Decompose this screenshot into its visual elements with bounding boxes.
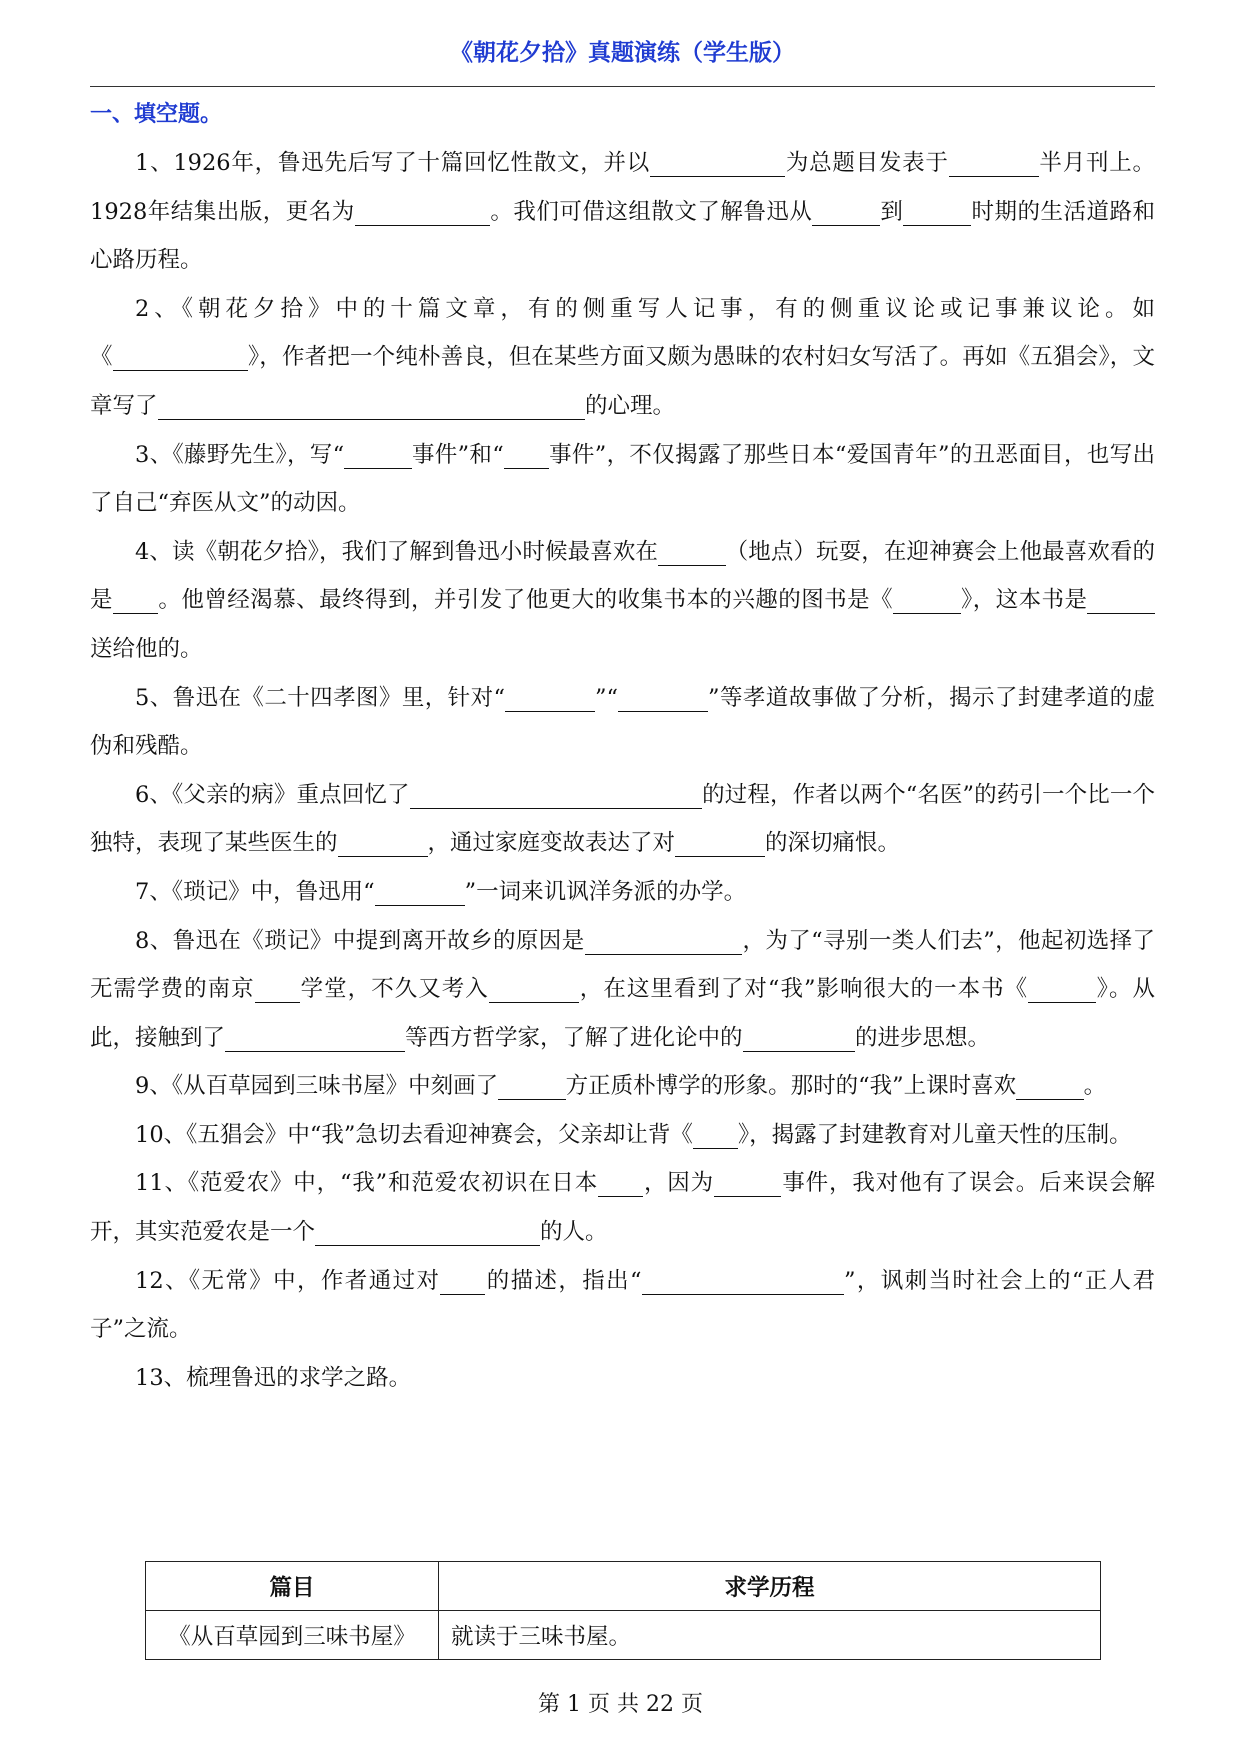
table-row	[146, 1611, 1101, 1660]
table-header-row	[146, 1562, 1101, 1611]
study-path-table	[145, 1561, 1101, 1660]
answer-blank	[598, 1170, 643, 1197]
question-3: 3、《藤野先生》，写“ 事件”和“ 事件”，不仅揭露了那些日本“爱国青年”的丑恶面目，也写出了自己“弃医从文”的动因。	[90, 441, 1155, 517]
answer-blank	[585, 928, 743, 955]
table-header-process: 求学历程	[439, 1562, 1101, 1611]
question-9: 9、《从百草园到三味书屋》中刻画了 方正质朴博学的形象。那时的“我”上课时喜欢 。	[135, 1073, 1107, 1100]
answer-blank	[618, 685, 708, 712]
question-13: 13、梳理鲁迅的求学之路。	[135, 1364, 412, 1391]
answer-blank	[642, 1268, 845, 1295]
answer-blank	[650, 150, 785, 177]
answer-blank	[375, 879, 465, 906]
table-cell-process: 就读于三味书屋。	[439, 1611, 1101, 1660]
answer-blank	[903, 199, 971, 226]
question-7: 7、《琐记》中，鲁迅用“ ”一词来讥讽洋务派的办学。	[135, 878, 747, 905]
answer-blank	[812, 199, 880, 226]
answer-blank	[693, 1122, 738, 1149]
section-heading: 一、填空题。	[90, 101, 223, 127]
answer-blank	[658, 539, 726, 566]
question-1: 1、1926年，鲁迅先后写了十篇回忆性散文，并以 为总题目发表于 半月刊上。1928年结集出版，更名为 。我们可借这组散文了解鲁迅从 到 时期的生活道路和心路历程。	[90, 150, 1155, 274]
page-title: 《朝花夕拾》真题演练（学生版）	[90, 30, 1155, 87]
answer-blank	[344, 442, 412, 469]
page-number: 第 1 页 共 22 页	[538, 1692, 703, 1717]
answer-blank	[410, 782, 703, 809]
answer-blank	[714, 1170, 782, 1197]
answer-blank	[675, 830, 765, 857]
question-10: 10、《五猖会》中“我”急切去看迎神赛会，父亲却让背《 》，揭露了封建教育对儿童天性的压制。	[135, 1121, 1132, 1148]
question-2: 2、《朝花夕拾》中的十篇文章，有的侧重写人记事，有的侧重议论或记事兼议论。如《 》，作者把一个纯朴善良，但在某些方面又颇为愚昧的农村妇女写活了。再如《五猖会》，文章写了 的心理。	[90, 295, 1155, 419]
answer-blank	[949, 150, 1039, 177]
answer-blank	[489, 976, 579, 1003]
question-list	[90, 139, 1155, 1402]
question-4: 4、读《朝花夕拾》，我们了解到鲁迅小时候最喜欢在 （地点）玩耍，在迎神赛会上他最喜欢看的是 。他曾经渴慕、最终得到，并引发了他更大的收集书本的兴趣的图书是《 》，这本书是送给他的。	[90, 538, 1155, 662]
answer-blank	[893, 587, 961, 614]
table-header-title: 篇目	[146, 1562, 439, 1611]
answer-blank	[315, 1219, 540, 1246]
answer-blank	[338, 830, 428, 857]
table-cell-title: 《从百草园到三味书屋》	[146, 1611, 439, 1660]
question-5: 5、鲁迅在《二十四孝图》里，针对“ ”“ ”等孝道故事做了分析，揭示了封建孝道的虚伪和残酷。	[90, 684, 1155, 760]
answer-blank	[743, 1025, 856, 1052]
answer-blank	[505, 685, 595, 712]
question-8: 8、鲁迅在《琐记》中提到离开故乡的原因是 ，为了“寻别一类人们去”，他起初选择了无需学费的南京 学堂，不久又考入 ，在这里看到了对“我”影响很大的一本书《 》。从此，接触到了 等西方哲学家，了解了进化论中的 的进步思想。	[90, 927, 1155, 1051]
answer-blank	[1028, 976, 1096, 1003]
question-12: 12、《无常》中，作者通过对 的描述，指出“ ”，讽刺当时社会上的“正人君子”之流。	[90, 1267, 1155, 1343]
answer-blank	[504, 442, 549, 469]
question-6: 6、《父亲的病》重点回忆了 的过程，作者以两个“名医”的药引一个比一个独特，表现了某些医生的 ，通过家庭变故表达了对 的深切痛恨。	[90, 781, 1155, 857]
answer-blank	[255, 976, 300, 1003]
answer-blank	[1087, 587, 1155, 614]
answer-blank	[440, 1268, 485, 1295]
question-11: 11、《范爱农》中，“我”和范爱农初识在日本 ，因为 事件，我对他有了误会。后来误会解开，其实范爱农是一个 的人。	[90, 1170, 1155, 1246]
answer-blank	[113, 344, 248, 371]
answer-blank	[158, 393, 586, 420]
answer-blank	[355, 199, 490, 226]
answer-blank	[498, 1073, 566, 1100]
answer-blank	[225, 1025, 405, 1052]
answer-blank	[1016, 1073, 1084, 1100]
answer-blank	[113, 587, 158, 614]
